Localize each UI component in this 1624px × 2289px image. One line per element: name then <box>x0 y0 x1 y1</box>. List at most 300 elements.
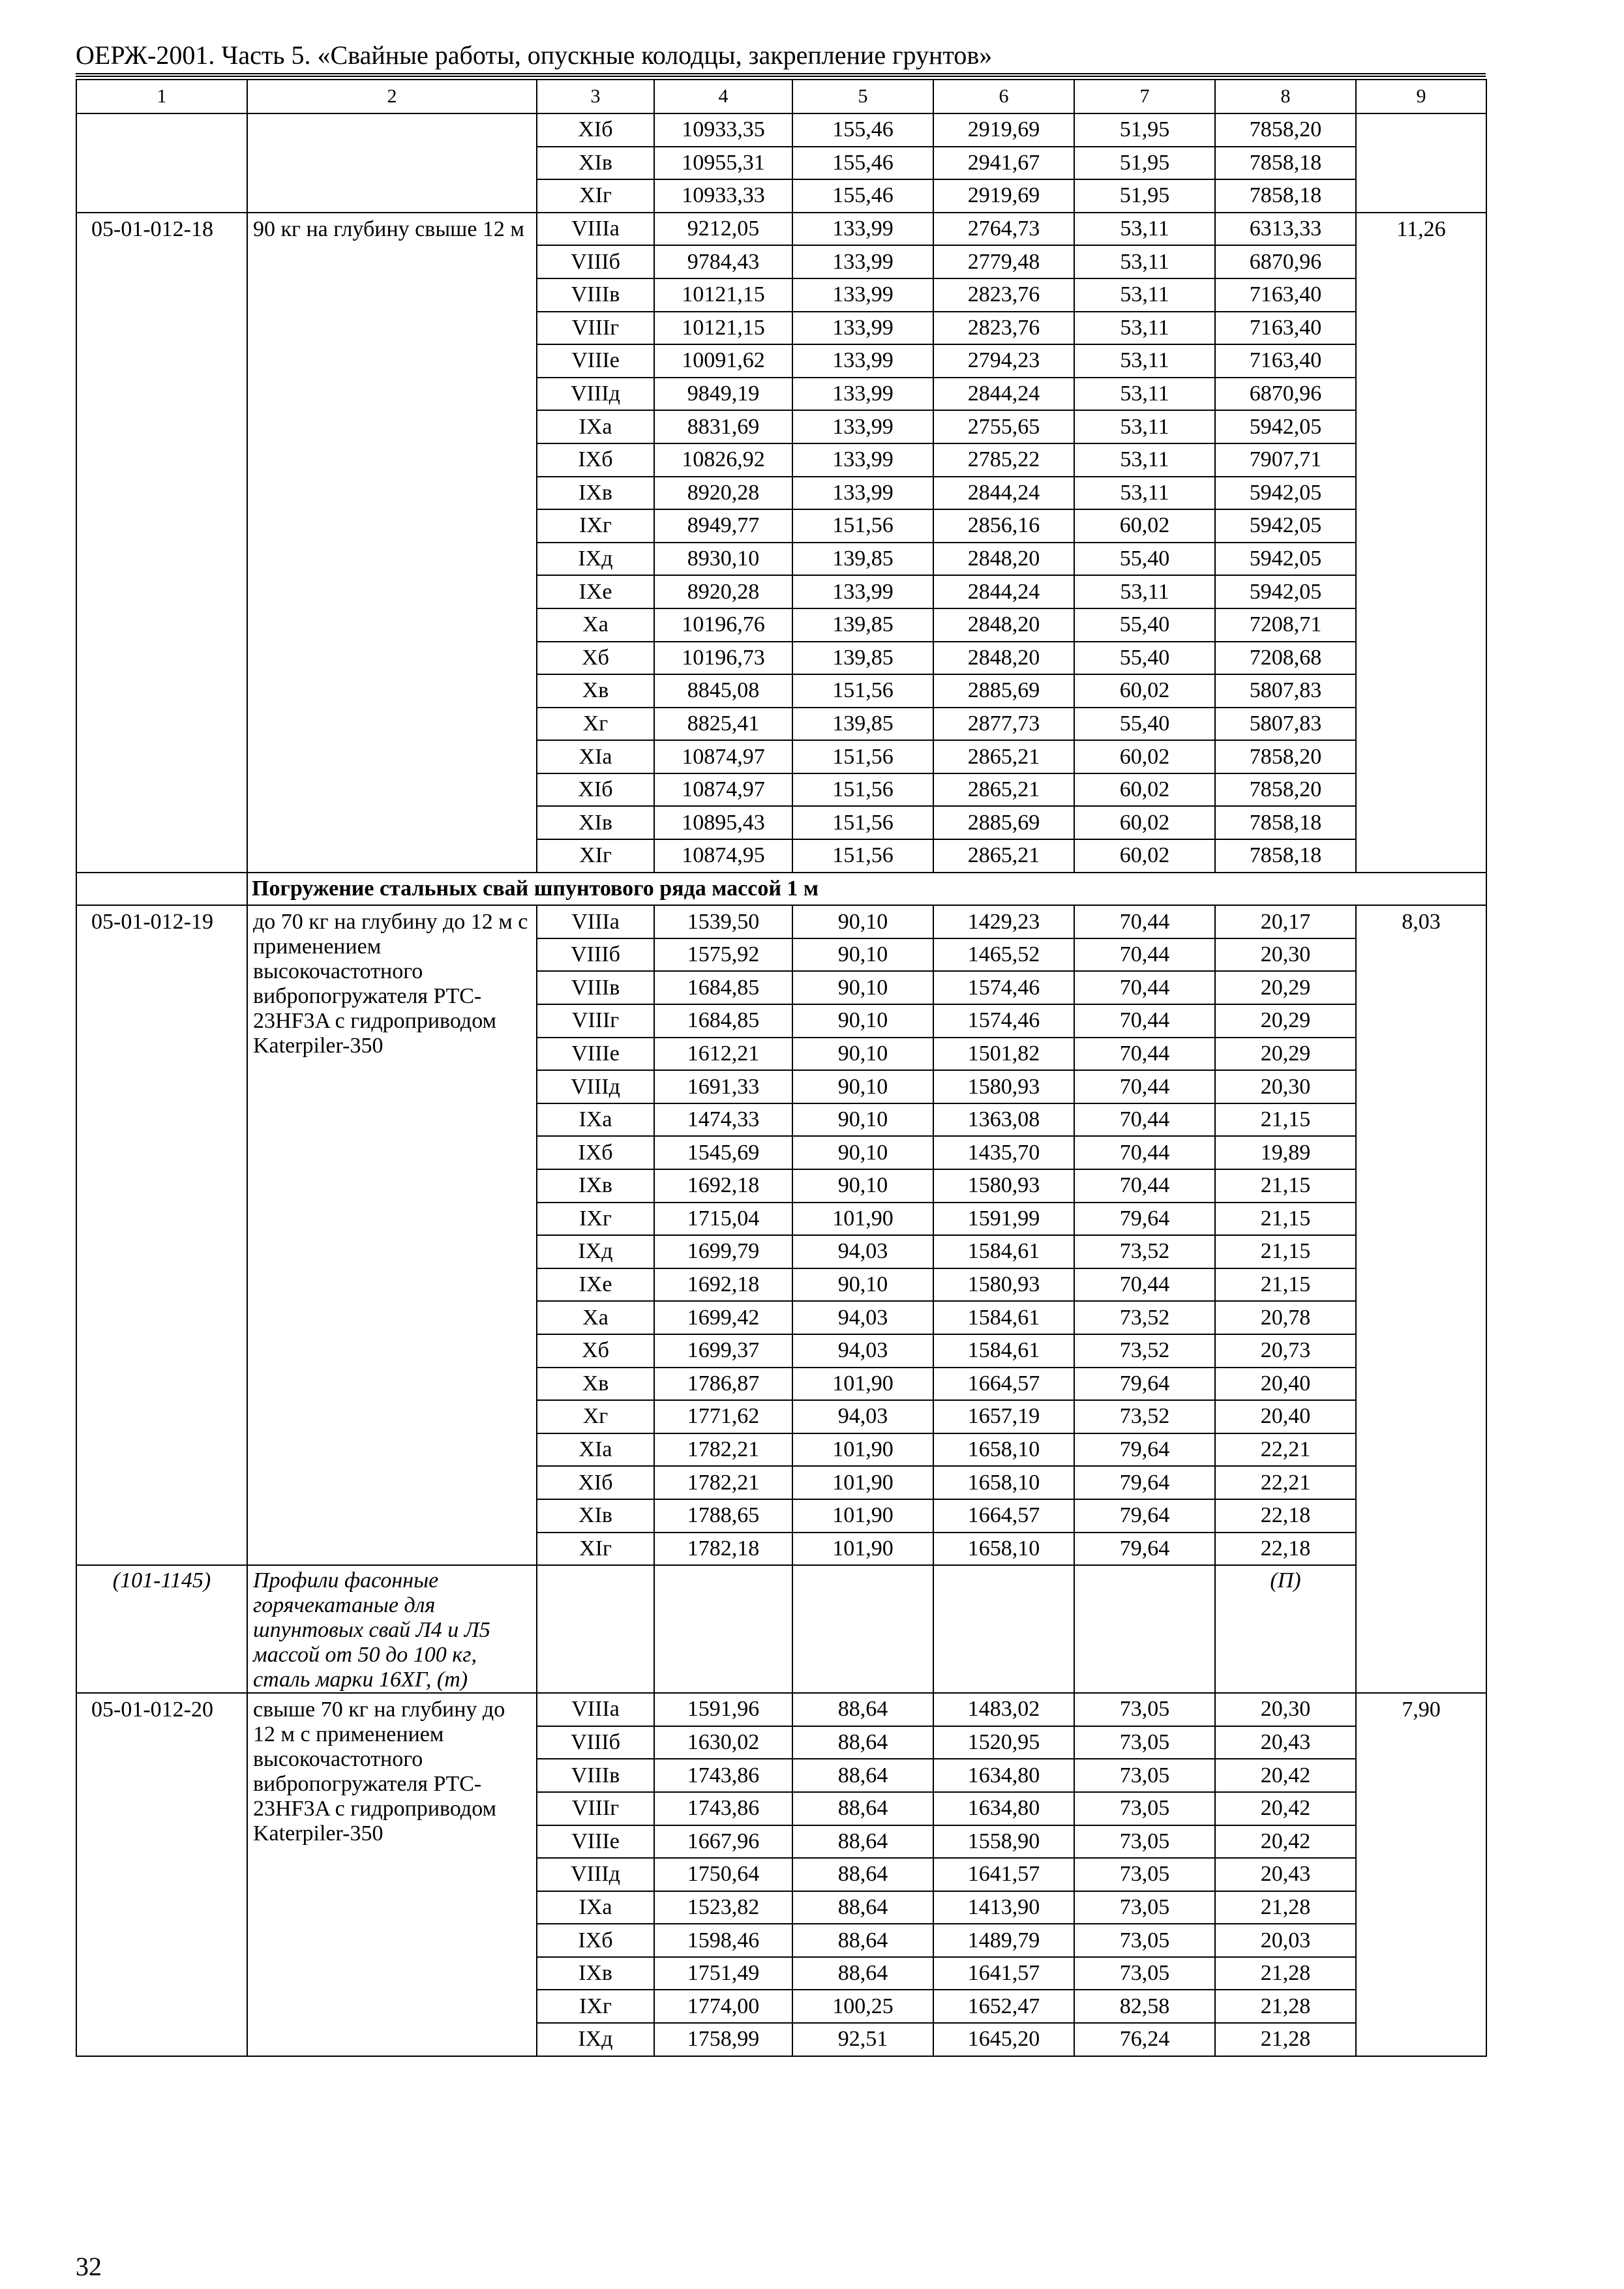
value-cell: 8825,41 <box>654 708 792 741</box>
value-cell: 20,78 <box>1215 1301 1356 1334</box>
value-cell: 1743,86 <box>654 1792 792 1825</box>
value-cell: 20,17 <box>1215 905 1356 938</box>
value-cell: 1634,80 <box>933 1792 1074 1825</box>
value-cell: 101,90 <box>792 1368 933 1401</box>
value-cell: 79,64 <box>1074 1203 1215 1236</box>
value-cell: 1574,46 <box>933 971 1074 1004</box>
value-cell: 1435,70 <box>933 1136 1074 1169</box>
value-cell: 1580,93 <box>933 1169 1074 1203</box>
norm-code: 05-01-012-19 <box>76 905 247 1565</box>
region-cell: IXд <box>537 543 654 576</box>
value-cell: 20,42 <box>1215 1759 1356 1792</box>
value-cell: 20,30 <box>1215 1693 1356 1726</box>
value-cell: 60,02 <box>1074 740 1215 773</box>
region-cell: XIв <box>537 147 654 180</box>
value-cell: 1580,93 <box>933 1268 1074 1302</box>
region-cell: IXа <box>537 410 654 443</box>
value-cell: 2877,73 <box>933 708 1074 741</box>
value-cell: 88,64 <box>792 1693 933 1726</box>
region-cell: VIIIе <box>537 1825 654 1859</box>
value-cell: 20,40 <box>1215 1368 1356 1401</box>
description-cell <box>247 113 537 213</box>
value-cell: 22,18 <box>1215 1499 1356 1533</box>
value-cell: 79,64 <box>1074 1433 1215 1467</box>
value-cell: 8920,28 <box>654 477 792 510</box>
region-cell: Xг <box>537 708 654 741</box>
value-cell: 20,42 <box>1215 1825 1356 1859</box>
value-cell: 53,11 <box>1074 278 1215 312</box>
value-cell: 2941,67 <box>933 147 1074 180</box>
value-cell: 2848,20 <box>933 642 1074 675</box>
value-cell: 10121,15 <box>654 278 792 312</box>
value-cell: 1584,61 <box>933 1301 1074 1334</box>
region-cell: IXб <box>537 1924 654 1957</box>
value-cell: 1558,90 <box>933 1825 1074 1859</box>
value-cell: 1520,95 <box>933 1726 1074 1759</box>
value-cell: 7858,20 <box>1215 773 1356 807</box>
value-cell: 73,05 <box>1074 1924 1215 1957</box>
value-cell: 90,10 <box>792 1136 933 1169</box>
value-cell: 10091,62 <box>654 344 792 378</box>
region-cell: IXб <box>537 443 654 477</box>
value-cell: 1715,04 <box>654 1203 792 1236</box>
table-row <box>76 905 1486 938</box>
value-cell: 73,05 <box>1074 1792 1215 1825</box>
value-cell: 7858,20 <box>1215 113 1356 147</box>
norm-code: 05-01-012-20 <box>76 1693 247 2056</box>
value-cell: 90,10 <box>792 1169 933 1203</box>
value-cell: 7163,40 <box>1215 278 1356 312</box>
value-cell: 151,56 <box>792 509 933 543</box>
value-cell: 73,52 <box>1074 1301 1215 1334</box>
value-cell: 22,21 <box>1215 1466 1356 1499</box>
region-cell: XIб <box>537 113 654 147</box>
value-cell: 151,56 <box>792 740 933 773</box>
value-cell: 2885,69 <box>933 806 1074 839</box>
value-cell: 21,15 <box>1215 1235 1356 1268</box>
value-cell: 20,30 <box>1215 1070 1356 1103</box>
region-cell: VIIIб <box>537 245 654 278</box>
value-cell: 88,64 <box>792 1891 933 1924</box>
value-cell: 21,28 <box>1215 2023 1356 2056</box>
value-cell: 94,03 <box>792 1400 933 1433</box>
region-cell: Xа <box>537 1301 654 1334</box>
value-cell: 6313,33 <box>1215 213 1356 246</box>
column-number: 1 <box>76 80 247 113</box>
value-cell: 1598,46 <box>654 1924 792 1957</box>
value-cell: 1771,62 <box>654 1400 792 1433</box>
value-cell: 2865,21 <box>933 773 1074 807</box>
value-cell: 1474,33 <box>654 1103 792 1137</box>
value-cell: 70,44 <box>1074 1103 1215 1137</box>
value-cell: 1634,80 <box>933 1759 1074 1792</box>
value-cell: 1750,64 <box>654 1858 792 1891</box>
value-cell: 1657,19 <box>933 1400 1074 1433</box>
table-body <box>76 80 1486 2056</box>
value-cell: 82,58 <box>1074 1990 1215 2023</box>
value-cell: 7163,40 <box>1215 312 1356 345</box>
value-cell: 5942,05 <box>1215 410 1356 443</box>
value-cell: 88,64 <box>792 1825 933 1859</box>
value-cell: 90,10 <box>792 1070 933 1103</box>
column-number: 6 <box>933 80 1074 113</box>
value-cell: 1641,57 <box>933 1957 1074 1990</box>
region-cell: VIIIв <box>537 1759 654 1792</box>
value-cell: 1782,21 <box>654 1466 792 1499</box>
value-cell: 73,05 <box>1074 1726 1215 1759</box>
value-cell: 90,10 <box>792 971 933 1004</box>
value-cell: 9212,05 <box>654 213 792 246</box>
value-cell: 5807,83 <box>1215 674 1356 708</box>
empty-cell <box>537 1565 654 1693</box>
value-cell: 139,85 <box>792 642 933 675</box>
value-cell: 133,99 <box>792 575 933 608</box>
value-cell: 10874,95 <box>654 839 792 873</box>
value-cell: 151,56 <box>792 773 933 807</box>
value-cell: 70,44 <box>1074 1070 1215 1103</box>
value-cell: 1363,08 <box>933 1103 1074 1137</box>
value-cell: 20,73 <box>1215 1334 1356 1368</box>
value-cell: 1584,61 <box>933 1235 1074 1268</box>
value-cell: 1664,57 <box>933 1368 1074 1401</box>
value-cell: 21,15 <box>1215 1268 1356 1302</box>
value-cell: 1523,82 <box>654 1891 792 1924</box>
value-cell: 10874,97 <box>654 740 792 773</box>
value-cell: 88,64 <box>792 1858 933 1891</box>
value-cell: 2848,20 <box>933 608 1074 642</box>
value-cell: 79,64 <box>1074 1499 1215 1533</box>
region-cell: IXа <box>537 1103 654 1137</box>
region-cell: IXд <box>537 2023 654 2056</box>
section-title: Погружение стальных свай шпунтового ряда массой 1 м <box>247 873 1486 906</box>
value-cell: 73,05 <box>1074 1891 1215 1924</box>
column-number: 3 <box>537 80 654 113</box>
value-cell: 88,64 <box>792 1957 933 1990</box>
value-cell: 1465,52 <box>933 938 1074 972</box>
labor-value: 7,90 <box>1356 1693 1486 2056</box>
region-cell: IXв <box>537 477 654 510</box>
value-cell: 139,85 <box>792 608 933 642</box>
norm-code: 05-01-012-18 <box>76 213 247 873</box>
region-cell: Xб <box>537 1334 654 1368</box>
value-cell: 94,03 <box>792 1235 933 1268</box>
value-cell: 7907,71 <box>1215 443 1356 477</box>
value-cell: 1489,79 <box>933 1924 1074 1957</box>
value-cell: 8920,28 <box>654 575 792 608</box>
value-cell: 10933,33 <box>654 179 792 213</box>
value-cell: 90,10 <box>792 938 933 972</box>
value-cell: 2865,21 <box>933 740 1074 773</box>
norm-description: 90 кг на глубину свыше 12 м <box>247 213 537 873</box>
region-cell: VIIIа <box>537 1693 654 1726</box>
value-cell: 73,52 <box>1074 1334 1215 1368</box>
region-cell: VIIIа <box>537 905 654 938</box>
value-cell: 1413,90 <box>933 1891 1074 1924</box>
column-number: 8 <box>1215 80 1356 113</box>
value-cell: 90,10 <box>792 1038 933 1071</box>
value-cell: 2919,69 <box>933 179 1074 213</box>
value-cell: 88,64 <box>792 1726 933 1759</box>
region-cell: VIIIг <box>537 1792 654 1825</box>
value-cell: 133,99 <box>792 477 933 510</box>
value-cell: 7858,18 <box>1215 806 1356 839</box>
value-cell: 151,56 <box>792 839 933 873</box>
value-cell: 1684,85 <box>654 971 792 1004</box>
value-cell: 90,10 <box>792 1103 933 1137</box>
value-cell: 1545,69 <box>654 1136 792 1169</box>
value-cell: 1584,61 <box>933 1334 1074 1368</box>
value-cell: 55,40 <box>1074 608 1215 642</box>
value-cell: 20,29 <box>1215 971 1356 1004</box>
value-cell: 1612,21 <box>654 1038 792 1071</box>
value-cell: 20,29 <box>1215 1038 1356 1071</box>
value-cell: 5942,05 <box>1215 477 1356 510</box>
value-cell: 1429,23 <box>933 905 1074 938</box>
value-cell: 60,02 <box>1074 773 1215 807</box>
value-cell: 1574,46 <box>933 1004 1074 1038</box>
column-numbers-row <box>76 80 1486 113</box>
value-cell: 1645,20 <box>933 2023 1074 2056</box>
value-cell: 92,51 <box>792 2023 933 2056</box>
value-cell: 151,56 <box>792 674 933 708</box>
value-cell: 70,44 <box>1074 1169 1215 1203</box>
region-cell: VIIIв <box>537 278 654 312</box>
value-cell: 73,05 <box>1074 1825 1215 1859</box>
value-cell: 53,11 <box>1074 443 1215 477</box>
value-cell: 133,99 <box>792 278 933 312</box>
empty-cell <box>933 1565 1074 1693</box>
value-cell: 1664,57 <box>933 1499 1074 1533</box>
region-cell: XIб <box>537 1466 654 1499</box>
value-cell: 7208,71 <box>1215 608 1356 642</box>
norms-table <box>76 79 1487 2057</box>
value-cell: 133,99 <box>792 245 933 278</box>
table-row <box>76 113 1486 147</box>
value-cell: 21,28 <box>1215 1990 1356 2023</box>
value-cell: 101,90 <box>792 1203 933 1236</box>
value-cell: 21,15 <box>1215 1103 1356 1137</box>
value-cell: 2785,22 <box>933 443 1074 477</box>
value-cell: 1788,65 <box>654 1499 792 1533</box>
region-cell: IXе <box>537 575 654 608</box>
empty-cell <box>1074 1565 1215 1693</box>
code-cell <box>76 113 247 213</box>
value-cell: 9849,19 <box>654 378 792 411</box>
value-cell: 100,25 <box>792 1990 933 2023</box>
value-cell: 1658,10 <box>933 1533 1074 1566</box>
value-cell: 2844,24 <box>933 477 1074 510</box>
region-cell: VIIIг <box>537 312 654 345</box>
region-cell: IXб <box>537 1136 654 1169</box>
region-cell: XIг <box>537 839 654 873</box>
value-cell: 21,15 <box>1215 1203 1356 1236</box>
value-cell: 1667,96 <box>654 1825 792 1859</box>
value-cell: 60,02 <box>1074 806 1215 839</box>
table-row <box>76 1693 1486 1726</box>
labor-value: 11,26 <box>1356 213 1486 873</box>
value-cell: 76,24 <box>1074 2023 1215 2056</box>
value-cell: 55,40 <box>1074 642 1215 675</box>
value-cell: 94,03 <box>792 1334 933 1368</box>
region-cell: XIв <box>537 1499 654 1533</box>
value-cell: 53,11 <box>1074 312 1215 345</box>
value-cell: 7163,40 <box>1215 344 1356 378</box>
value-cell: 1751,49 <box>654 1957 792 1990</box>
region-cell: XIа <box>537 1433 654 1467</box>
region-cell: IXг <box>537 509 654 543</box>
value-cell: 53,11 <box>1074 344 1215 378</box>
region-cell: VIIIб <box>537 1726 654 1759</box>
material-unit: (П) <box>1215 1565 1356 1693</box>
value-cell: 88,64 <box>792 1759 933 1792</box>
value-cell: 2856,16 <box>933 509 1074 543</box>
value-cell: 73,05 <box>1074 1693 1215 1726</box>
material-description: Профили фасонные горячекатаные для шпунтовых свай Л4 и Л5 массой от 50 до 100 кг, сталь марки 16ХГ, (т) <box>247 1565 537 1693</box>
value-cell: 1782,18 <box>654 1533 792 1566</box>
region-cell: VIIIб <box>537 938 654 972</box>
value-cell: 139,85 <box>792 708 933 741</box>
column-number: 2 <box>247 80 537 113</box>
value-cell: 1692,18 <box>654 1169 792 1203</box>
material-code: (101-1145) <box>112 1568 211 1593</box>
value-cell: 1630,02 <box>654 1726 792 1759</box>
value-cell: 10874,97 <box>654 773 792 807</box>
value-cell: 2885,69 <box>933 674 1074 708</box>
value-cell: 8845,08 <box>654 674 792 708</box>
value-cell: 20,29 <box>1215 1004 1356 1038</box>
value-cell: 2779,48 <box>933 245 1074 278</box>
value-cell: 1691,33 <box>654 1070 792 1103</box>
value-cell: 53,11 <box>1074 378 1215 411</box>
region-cell: VIIIв <box>537 971 654 1004</box>
value-cell: 7858,18 <box>1215 179 1356 213</box>
page-number: 32 <box>76 2252 102 2281</box>
value-cell: 70,44 <box>1074 938 1215 972</box>
value-cell: 1591,96 <box>654 1693 792 1726</box>
value-cell: 53,11 <box>1074 213 1215 246</box>
region-cell: XIв <box>537 806 654 839</box>
value-cell: 73,05 <box>1074 1957 1215 1990</box>
value-cell: 70,44 <box>1074 1136 1215 1169</box>
value-cell: 1782,21 <box>654 1433 792 1467</box>
region-cell: VIIIд <box>537 1858 654 1891</box>
value-cell: 10826,92 <box>654 443 792 477</box>
region-cell: Xг <box>537 1400 654 1433</box>
value-cell: 1580,93 <box>933 1070 1074 1103</box>
value-cell: 2865,21 <box>933 839 1074 873</box>
value-cell: 1658,10 <box>933 1466 1074 1499</box>
value-cell: 1658,10 <box>933 1433 1074 1467</box>
value-cell: 73,52 <box>1074 1235 1215 1268</box>
value-cell: 2794,23 <box>933 344 1074 378</box>
norm-description: свыше 70 кг на глубину до 12 м с применением высокочастотного вибропогружателя PTC-23HF3A с гидроприводом Katerpiler-350 <box>247 1693 537 2056</box>
value-cell: 2844,24 <box>933 575 1074 608</box>
value-cell: 2764,73 <box>933 213 1074 246</box>
value-cell: 6870,96 <box>1215 378 1356 411</box>
value-cell: 53,11 <box>1074 410 1215 443</box>
region-cell: Xб <box>537 642 654 675</box>
value-cell: 133,99 <box>792 213 933 246</box>
value-cell: 101,90 <box>792 1499 933 1533</box>
value-cell: 51,95 <box>1074 147 1215 180</box>
value-cell: 2823,76 <box>933 312 1074 345</box>
value-cell: 1684,85 <box>654 1004 792 1038</box>
value-cell: 51,95 <box>1074 179 1215 213</box>
value-cell: 6870,96 <box>1215 245 1356 278</box>
region-cell: IXд <box>537 1235 654 1268</box>
value-cell: 70,44 <box>1074 1268 1215 1302</box>
value-cell: 1758,99 <box>654 2023 792 2056</box>
region-cell: VIIIе <box>537 1038 654 1071</box>
value-cell: 90,10 <box>792 1004 933 1038</box>
value-cell: 1652,47 <box>933 1990 1074 2023</box>
value-cell: 2755,65 <box>933 410 1074 443</box>
section-row <box>76 873 1486 906</box>
norm-description: до 70 кг на глубину до 12 м с применением высокочастотного вибропогружателя PTC-23HF3A с гидроприводом Katerpiler-350 <box>247 905 537 1565</box>
material-row <box>76 1565 1486 1693</box>
value-cell: 79,64 <box>1074 1533 1215 1566</box>
value-cell: 133,99 <box>792 378 933 411</box>
header-rule <box>76 73 1486 77</box>
region-cell: XIг <box>537 179 654 213</box>
value-cell: 5942,05 <box>1215 543 1356 576</box>
value-cell: 1743,86 <box>654 1759 792 1792</box>
region-cell: Xв <box>537 1368 654 1401</box>
empty-cell <box>792 1565 933 1693</box>
value-cell: 1692,18 <box>654 1268 792 1302</box>
value-cell: 133,99 <box>792 344 933 378</box>
value-cell: 21,28 <box>1215 1957 1356 1990</box>
value-cell: 88,64 <box>792 1924 933 1957</box>
value-cell: 10955,31 <box>654 147 792 180</box>
page-header: ОЕРЖ-2001. Часть 5. «Свайные работы, опускные колодцы, закрепление грунтов» <box>76 40 993 70</box>
region-cell: IXв <box>537 1957 654 1990</box>
value-cell: 60,02 <box>1074 674 1215 708</box>
value-cell: 5807,83 <box>1215 708 1356 741</box>
value-cell: 60,02 <box>1074 509 1215 543</box>
value-cell: 7858,18 <box>1215 147 1356 180</box>
value-cell: 20,40 <box>1215 1400 1356 1433</box>
region-cell: IXе <box>537 1268 654 1302</box>
value-cell: 7858,18 <box>1215 839 1356 873</box>
value-cell: 21,15 <box>1215 1169 1356 1203</box>
value-cell: 70,44 <box>1074 905 1215 938</box>
value-cell: 70,44 <box>1074 1038 1215 1071</box>
value-cell: 133,99 <box>792 312 933 345</box>
value-cell: 10121,15 <box>654 312 792 345</box>
region-cell: VIIIг <box>537 1004 654 1038</box>
value-cell: 155,46 <box>792 179 933 213</box>
value-cell: 139,85 <box>792 543 933 576</box>
region-cell: XIа <box>537 740 654 773</box>
value-cell: 55,40 <box>1074 543 1215 576</box>
value-cell: 53,11 <box>1074 477 1215 510</box>
value-cell: 79,64 <box>1074 1368 1215 1401</box>
table-row <box>76 213 1486 246</box>
region-cell: IXа <box>537 1891 654 1924</box>
value-cell: 90,10 <box>792 905 933 938</box>
region-cell: Xв <box>537 674 654 708</box>
section-code-cell <box>76 873 247 906</box>
value-cell: 60,02 <box>1074 839 1215 873</box>
region-cell: VIIIа <box>537 213 654 246</box>
value-cell: 22,21 <box>1215 1433 1356 1467</box>
region-cell: XIб <box>537 773 654 807</box>
value-cell: 73,52 <box>1074 1400 1215 1433</box>
value-cell: 2844,24 <box>933 378 1074 411</box>
value-cell: 1774,00 <box>654 1990 792 2023</box>
value-cell: 155,46 <box>792 147 933 180</box>
